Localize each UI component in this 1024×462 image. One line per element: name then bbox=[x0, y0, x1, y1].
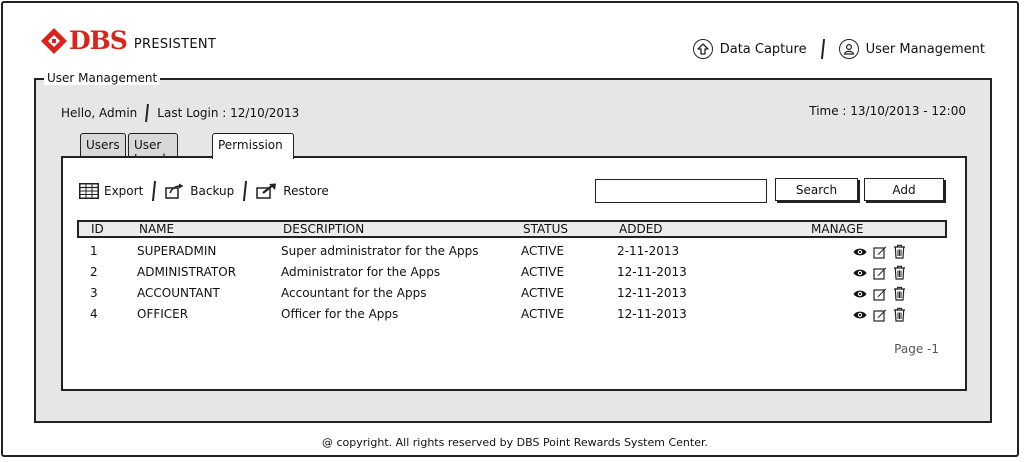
eye-icon[interactable] bbox=[853, 310, 867, 320]
cell-status: ACTIVE bbox=[521, 286, 565, 300]
search-button[interactable]: Search bbox=[775, 178, 858, 201]
cell-description: Administrator for the Apps bbox=[281, 265, 441, 279]
table-row bbox=[77, 305, 947, 326]
row-actions bbox=[853, 265, 906, 280]
header-id: ID bbox=[91, 222, 104, 236]
cell-description: Officer for the Apps bbox=[281, 307, 399, 321]
current-time: Time : 13/10/2013 - 12:00 bbox=[809, 104, 966, 118]
greeting-text: Hello, Admin bbox=[61, 106, 138, 120]
cell-status: ACTIVE bbox=[521, 307, 565, 321]
cell-id: 4 bbox=[90, 307, 98, 321]
header-added: ADDED bbox=[619, 222, 663, 236]
row-actions bbox=[853, 244, 906, 259]
app-window bbox=[1, 1, 1019, 457]
footer-copyright: @ copyright. All rights reserved by DBS Point Rewards System Center. bbox=[322, 436, 708, 449]
last-login-text: Last Login : 12/10/2013 bbox=[157, 106, 300, 120]
user-management-panel bbox=[34, 71, 992, 423]
row-actions bbox=[853, 286, 906, 301]
nav-user-management-label: User Management bbox=[865, 41, 985, 57]
eye-icon[interactable] bbox=[853, 247, 867, 257]
cell-added: 12-11-2013 bbox=[617, 265, 687, 279]
tab-user-levels[interactable]: User bbox=[128, 133, 178, 157]
table-body bbox=[77, 242, 947, 326]
restore-label: Restore bbox=[283, 184, 329, 198]
edit-icon[interactable] bbox=[873, 245, 887, 259]
header-description: DESCRIPTION bbox=[283, 222, 365, 236]
table-header bbox=[77, 220, 947, 238]
export-button[interactable] bbox=[79, 183, 143, 199]
cell-id: 1 bbox=[90, 244, 98, 258]
table-row bbox=[77, 242, 947, 263]
row-actions bbox=[853, 307, 906, 322]
eye-icon[interactable] bbox=[853, 289, 867, 299]
cell-added: 12-11-2013 bbox=[617, 307, 687, 321]
cell-name: OFFICER bbox=[137, 307, 189, 321]
trash-icon[interactable] bbox=[893, 307, 906, 322]
tab-permission[interactable]: Permission bbox=[212, 133, 294, 159]
eye-icon[interactable] bbox=[853, 268, 867, 278]
header-manage: MANAGE bbox=[811, 222, 864, 236]
backup-icon bbox=[165, 183, 185, 199]
top-nav bbox=[693, 39, 985, 59]
edit-icon[interactable] bbox=[873, 287, 887, 301]
greeting-separator bbox=[145, 104, 149, 122]
cell-id: 3 bbox=[90, 286, 98, 300]
upload-icon bbox=[693, 39, 713, 59]
header-status: STATUS bbox=[523, 222, 569, 236]
search-input[interactable] bbox=[595, 179, 767, 203]
edit-icon[interactable] bbox=[873, 308, 887, 322]
backup-label: Backup bbox=[190, 184, 235, 198]
nav-data-capture[interactable] bbox=[693, 39, 807, 59]
cell-id: 2 bbox=[90, 265, 98, 279]
table-row bbox=[77, 284, 947, 305]
table-row bbox=[77, 263, 947, 284]
add-button[interactable]: Add bbox=[864, 178, 944, 201]
cell-added: 2-11-2013 bbox=[617, 244, 680, 258]
cell-name: ADMINISTRATOR bbox=[137, 265, 237, 279]
cell-name: SUPERADMIN bbox=[137, 244, 217, 258]
header-name: NAME bbox=[139, 222, 175, 236]
logo bbox=[41, 28, 216, 54]
toolbar bbox=[79, 181, 329, 201]
cell-status: ACTIVE bbox=[521, 244, 565, 258]
nav-data-capture-label: Data Capture bbox=[719, 41, 807, 57]
restore-icon bbox=[256, 183, 278, 199]
export-label: Export bbox=[104, 184, 144, 198]
user-icon bbox=[839, 39, 859, 59]
greeting-bar bbox=[61, 104, 299, 122]
dbs-logo-icon bbox=[41, 28, 67, 54]
table-export-icon bbox=[79, 183, 99, 199]
permission-content bbox=[61, 156, 967, 391]
toolbar-separator bbox=[243, 181, 247, 201]
cell-description: Accountant for the Apps bbox=[281, 286, 427, 300]
trash-icon[interactable] bbox=[893, 286, 906, 301]
nav-user-management[interactable] bbox=[839, 39, 985, 59]
toolbar-separator bbox=[152, 181, 156, 201]
page-indicator: Page -1 bbox=[894, 342, 939, 356]
nav-separator bbox=[821, 39, 825, 59]
cell-added: 12-11-2013 bbox=[617, 286, 687, 300]
trash-icon[interactable] bbox=[893, 265, 906, 280]
panel-title: User Management bbox=[44, 71, 160, 85]
trash-icon[interactable] bbox=[893, 244, 906, 259]
cell-status: ACTIVE bbox=[521, 265, 565, 279]
cell-name: ACCOUNTANT bbox=[137, 286, 220, 300]
cell-description: Super administrator for the Apps bbox=[281, 244, 479, 258]
logo-brand-text: DBS bbox=[69, 26, 127, 55]
product-name: PRESISTENT bbox=[133, 36, 217, 52]
backup-button[interactable] bbox=[165, 183, 234, 199]
edit-icon[interactable] bbox=[873, 266, 887, 280]
tab-users[interactable]: Users bbox=[80, 133, 126, 157]
restore-button[interactable] bbox=[256, 183, 329, 199]
